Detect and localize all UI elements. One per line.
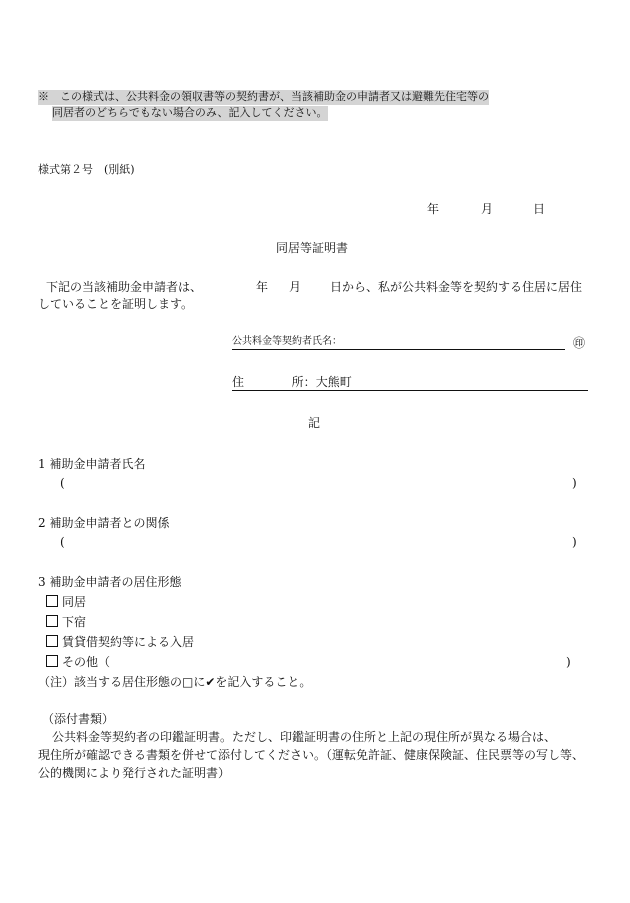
attachments-line-2: 現住所が確認できる書類を併せて添付してください。（運転免許証、健康保険証、住民票等の写し等、 (38, 748, 585, 762)
date-year-label: 年 (427, 202, 440, 216)
address-label-ju: 住 (232, 375, 245, 389)
option-chintai-label: 賃貸借契約等による入居 (62, 635, 195, 649)
statement-line-2: していることを証明します。 (38, 297, 194, 311)
option-dokyo[interactable] (46, 594, 86, 610)
item-2-open-paren: ( (60, 535, 65, 549)
date-month-label: 月 (481, 202, 494, 216)
checkbox-chintai[interactable] (46, 635, 58, 647)
seal-mark: ㊞ (573, 336, 586, 350)
option-other-close-paren: ) (566, 655, 571, 669)
item-1-open-paren: ( (60, 476, 65, 490)
notice-line-1: ※ この様式は、公共料金の領収書等の契約書が、当該補助金の申請者又は避難先住宅等の (38, 90, 489, 103)
item-2-input[interactable] (82, 534, 562, 550)
item-1-close-paren: ) (572, 476, 577, 490)
attachments-line-3: 公的機関により発行された証明書） (38, 766, 231, 780)
statement-month: 月 (289, 280, 302, 294)
option-other-input[interactable] (140, 654, 560, 670)
item-1-input[interactable] (82, 475, 562, 491)
statement-year: 年 (256, 280, 269, 294)
attachments-heading: （添付書類） (42, 712, 115, 726)
option-chintai[interactable] (46, 634, 194, 650)
option-other[interactable] (46, 654, 110, 670)
contractor-name-label: 公共料金等契約者氏名： (232, 336, 342, 347)
contractor-name-field[interactable] (232, 335, 565, 350)
item-3-note: （注）該当する居住形態の□に✔を記入すること。 (38, 675, 312, 689)
attachments-line-1: 公共料金等契約者の印鑑証明書。ただし、印鑑証明書の住所と上記の現住所が異なる場合は、 (52, 730, 557, 744)
statement-start: 下記の当該補助金申請者は、 (46, 280, 203, 294)
address-field[interactable] (232, 374, 588, 391)
form-number: 様式第２号 (別紙) (38, 163, 135, 176)
checkbox-geshuku[interactable] (46, 615, 58, 627)
date-day-label: 日 (533, 202, 546, 216)
address-value: 大熊町 (315, 375, 352, 389)
option-geshuku-label: 下宿 (62, 615, 87, 629)
option-geshuku[interactable] (46, 614, 86, 630)
option-other-label: その他（ (62, 655, 111, 669)
item-1-title: 1 補助金申請者氏名 (38, 457, 146, 471)
page-title: 同居等証明書 (276, 241, 349, 255)
notice-line-2: 同居者のどちらでもない場合のみ、記入してください。 (52, 106, 328, 119)
statement-end: 日から、私が公共料金等を契約する住居に居住 (330, 280, 583, 294)
checkbox-other[interactable] (46, 655, 58, 667)
option-dokyo-label: 同居 (62, 595, 87, 609)
ki-heading: 記 (308, 416, 321, 430)
checkbox-dokyo[interactable] (46, 595, 58, 607)
address-label-sho: 所： (291, 375, 316, 389)
item-2-close-paren: ) (572, 535, 577, 549)
item-2-title: 2 補助金申請者との関係 (38, 516, 170, 530)
item-3-title: 3 補助金申請者の居住形態 (38, 575, 182, 589)
